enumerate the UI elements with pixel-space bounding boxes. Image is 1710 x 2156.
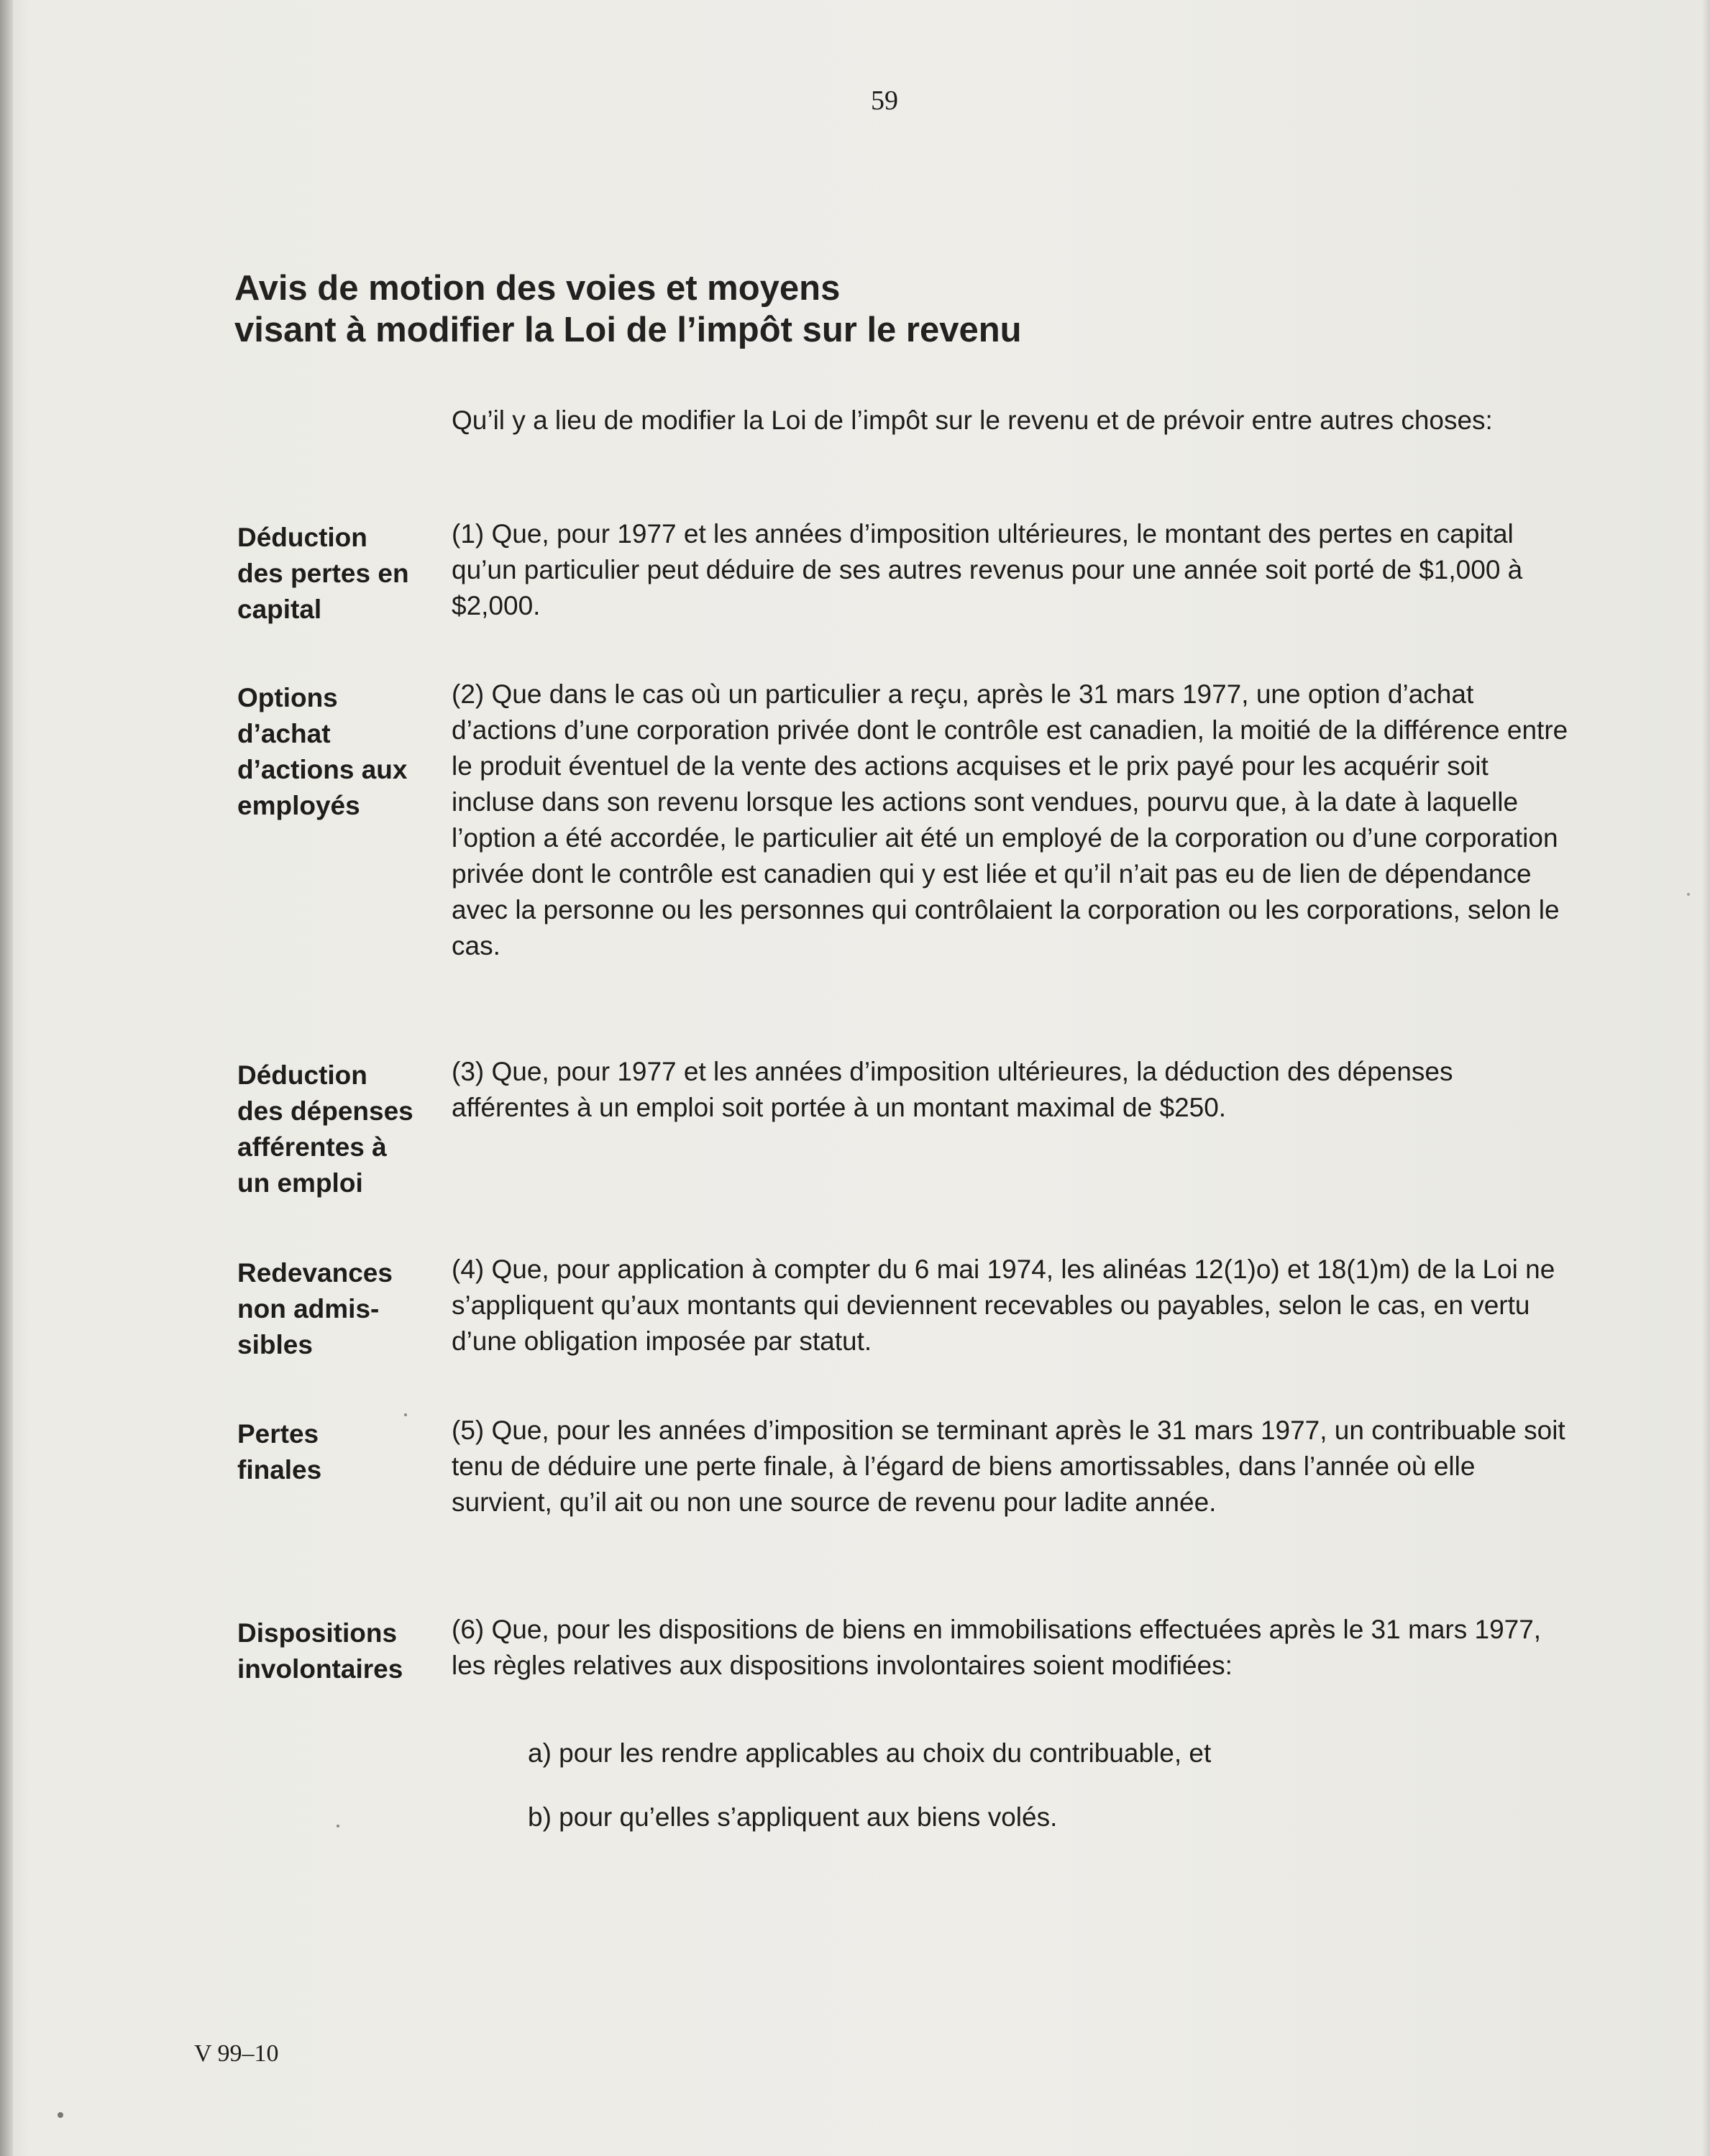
margin-note-line: non admis- xyxy=(237,1294,380,1324)
page-number: 59 xyxy=(871,86,898,116)
margin-note-line: finales xyxy=(237,1455,322,1485)
list-item: a) pour les rendre applicables au choix du contribuable, et xyxy=(528,1738,1212,1768)
paragraph-capital-losses: (1) Que, pour 1977 et les années d’imposition ultérieures, le montant des pertes en capital qu’un particulier peut déduire de ses autres revenus pour une année soit porté de $1,000 à $2,000. xyxy=(452,519,1523,620)
margin-note-royalties xyxy=(237,1255,446,1363)
margin-note-line: d’actions aux xyxy=(237,755,408,784)
title-line-1: Avis de motion des voies et moyens xyxy=(234,269,841,308)
margin-note-line: Options xyxy=(237,683,338,712)
margin-note-line: Déduction xyxy=(237,1060,367,1090)
margin-note-line: des dépenses xyxy=(237,1096,413,1126)
margin-note-line: des pertes en xyxy=(237,559,409,588)
margin-note-terminal-losses xyxy=(237,1416,446,1488)
paragraph-stock-options: (2) Que dans le cas où un particulier a reçu, après le 31 mars 1977, une option d’achat d’actions d’une corporation privée dont le contrôle est canadien, la moitié de la différence entre le produit éventuel de la vente des actions acquises et le prix payé pour les acquérir soit incluse dans son revenu lorsque les actions sont vendues, pourvu que, à la date à laquelle l’option a été accordée, le particulier ait été un employé de la corporation ou d’une corporation privée dont le contrôle est canadien qui y est liée et qu’il n’ait pas eu de lien de dépendance avec la personne ou les personnes qui contrôlaient la corporation ou les corporations, selon le cas. xyxy=(452,679,1568,960)
page-right-edge xyxy=(1703,0,1710,2156)
list-item: b) pour qu’elles s’appliquent aux biens volés. xyxy=(528,1802,1058,1832)
paragraph-terminal-losses: (5) Que, pour les années d’imposition se terminant après le 31 mars 1977, un contribuable soit tenu de déduire une perte finale, à l’égard de biens amortissables, dans l’année où elle survient, qu’il ait ou non une source de revenu pour ladite année. xyxy=(452,1416,1565,1517)
margin-note-line: Redevances xyxy=(237,1258,393,1288)
margin-note-line: involontaires xyxy=(237,1654,403,1684)
margin-note-capital-losses xyxy=(237,520,446,628)
margin-note-line: capital xyxy=(237,595,322,624)
margin-note-stock-options xyxy=(237,680,446,824)
title-line-2: visant à modifier la Loi de l’impôt sur le revenu xyxy=(234,311,1022,349)
intro-paragraph: Qu’il y a lieu de modifier la Loi de l’impôt sur le revenu et de prévoir entre autres choses: xyxy=(452,405,1493,435)
margin-note-involuntary-dispositions xyxy=(237,1615,446,1687)
margin-note-line: Dispositions xyxy=(237,1618,398,1648)
margin-note-line: d’achat xyxy=(237,719,331,748)
paragraph-royalties: (4) Que, pour application à compter du 6 mai 1974, les alinéas 12(1)o) et 18(1)m) de la Loi ne s’appliquent qu’aux montants qui deviennent recevables ou payables, selon le cas, en vertu d’une obligation imposée par statut. xyxy=(452,1254,1555,1356)
margin-note-line: un emploi xyxy=(237,1168,363,1198)
paragraph-involuntary-dispositions: (6) Que, pour les dispositions de biens en immobilisations effectuées après le 31 mars 1977, les règles relatives aux dispositions involontaires soient modifiées: xyxy=(452,1615,1542,1680)
page-title xyxy=(234,267,1022,351)
paragraph-employment-expenses: (3) Que, pour 1977 et les années d’imposition ultérieures, la déduction des dépenses afférentes à un emploi soit portée à un montant maximal de $250. xyxy=(452,1057,1453,1122)
margin-note-line: Pertes xyxy=(237,1419,319,1449)
margin-note-line: sibles xyxy=(237,1330,313,1359)
margin-note-line: afférentes à xyxy=(237,1132,387,1162)
margin-note-line: Déduction xyxy=(237,523,367,552)
margin-note-employment-expenses xyxy=(237,1058,446,1201)
margin-note-line: employés xyxy=(237,791,360,820)
page-binding-edge xyxy=(0,0,13,2156)
document-code: V 99–10 xyxy=(194,2040,279,2067)
